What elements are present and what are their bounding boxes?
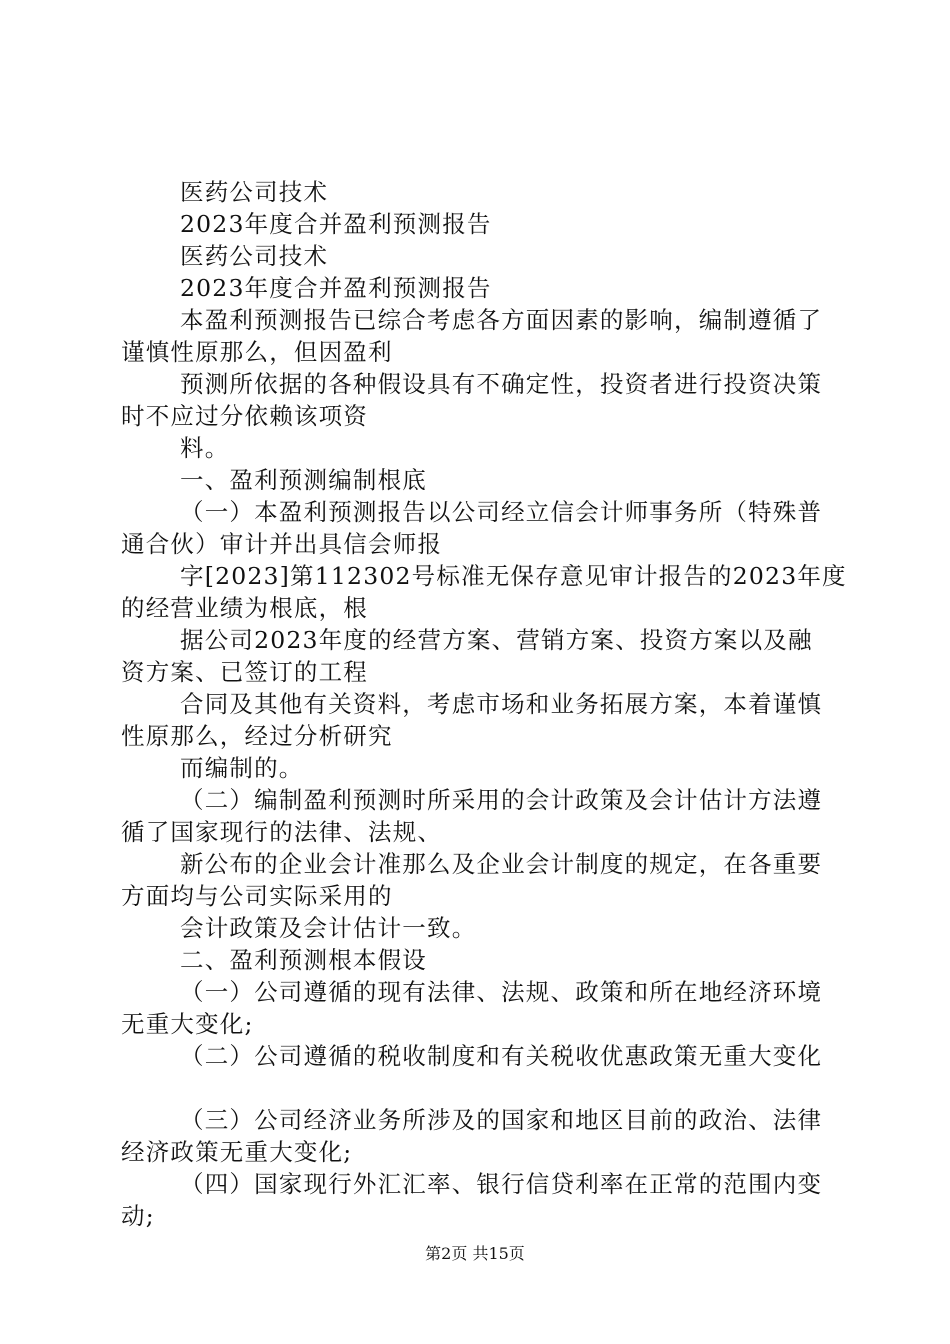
title-report-1: 2023年度合并盈利预测报告: [180, 210, 492, 238]
text-line: 字[2023]第112302号标准无保存意见审计报告的2023年度: [180, 562, 847, 590]
text-line: 性原那么，经过分析研究: [121, 722, 393, 750]
text-line: 时不应过分依赖该项资: [121, 402, 368, 430]
text-line: （四）国家现行外汇汇率、银行信贷利率在正常的范围内变: [180, 1170, 823, 1198]
text-line: （二）编制盈利预测时所采用的会计政策及会计估计方法遵: [180, 786, 823, 814]
text-line: （一）本盈利预测报告以公司经立信会计师事务所（特殊普: [180, 498, 823, 526]
text-line: 循了国家现行的法律、法规、: [121, 818, 443, 846]
text-line: 预测所依据的各种假设具有不确定性，投资者进行投资决策: [180, 370, 823, 398]
text-line: 方面均与公司实际采用的: [121, 882, 393, 910]
text-line: 资方案、已签订的工程: [121, 658, 368, 686]
text-line: 新公布的企业会计准那么及企业会计制度的规定，在各重要: [180, 850, 823, 878]
title-report-2: 2023年度合并盈利预测报告: [180, 274, 492, 302]
text-line: 料。: [180, 434, 230, 462]
section-heading: 二、盈利预测根本假设: [180, 946, 427, 974]
text-line: （三）公司经济业务所涉及的国家和地区目前的政治、法律: [180, 1106, 823, 1134]
text-line: 动;: [121, 1202, 155, 1230]
text-line: 据公司2023年度的经营方案、营销方案、投资方案以及融: [180, 626, 813, 654]
text-line: 谨慎性原那么，但因盈利: [121, 338, 393, 366]
title-company-2: 医药公司技术: [180, 242, 329, 270]
text-line: 会计政策及会计估计一致。: [180, 914, 477, 942]
page-number: 第2页 共15页: [425, 1244, 525, 1263]
text-line: 本盈利预测报告已综合考虑各方面因素的影响，编制遵循了: [180, 306, 823, 334]
text-line: （二）公司遵循的税收制度和有关税收优惠政策无重大变化: [180, 1042, 823, 1070]
section-heading: 一、盈利预测编制根底: [180, 466, 427, 494]
text-line: 的经营业绩为根底，根: [121, 594, 368, 622]
text-line: 合同及其他有关资料，考虑市场和业务拓展方案，本着谨慎: [180, 690, 823, 718]
text-line: 经济政策无重大变化;: [121, 1138, 353, 1166]
text-line: 通合伙）审计并出具信会师报: [121, 530, 443, 558]
text-line: （一）公司遵循的现有法律、法规、政策和所在地经济环境: [180, 978, 823, 1006]
text-line: 无重大变化;: [121, 1010, 254, 1038]
text-line: 而编制的。: [180, 754, 304, 782]
title-company-1: 医药公司技术: [180, 178, 329, 206]
